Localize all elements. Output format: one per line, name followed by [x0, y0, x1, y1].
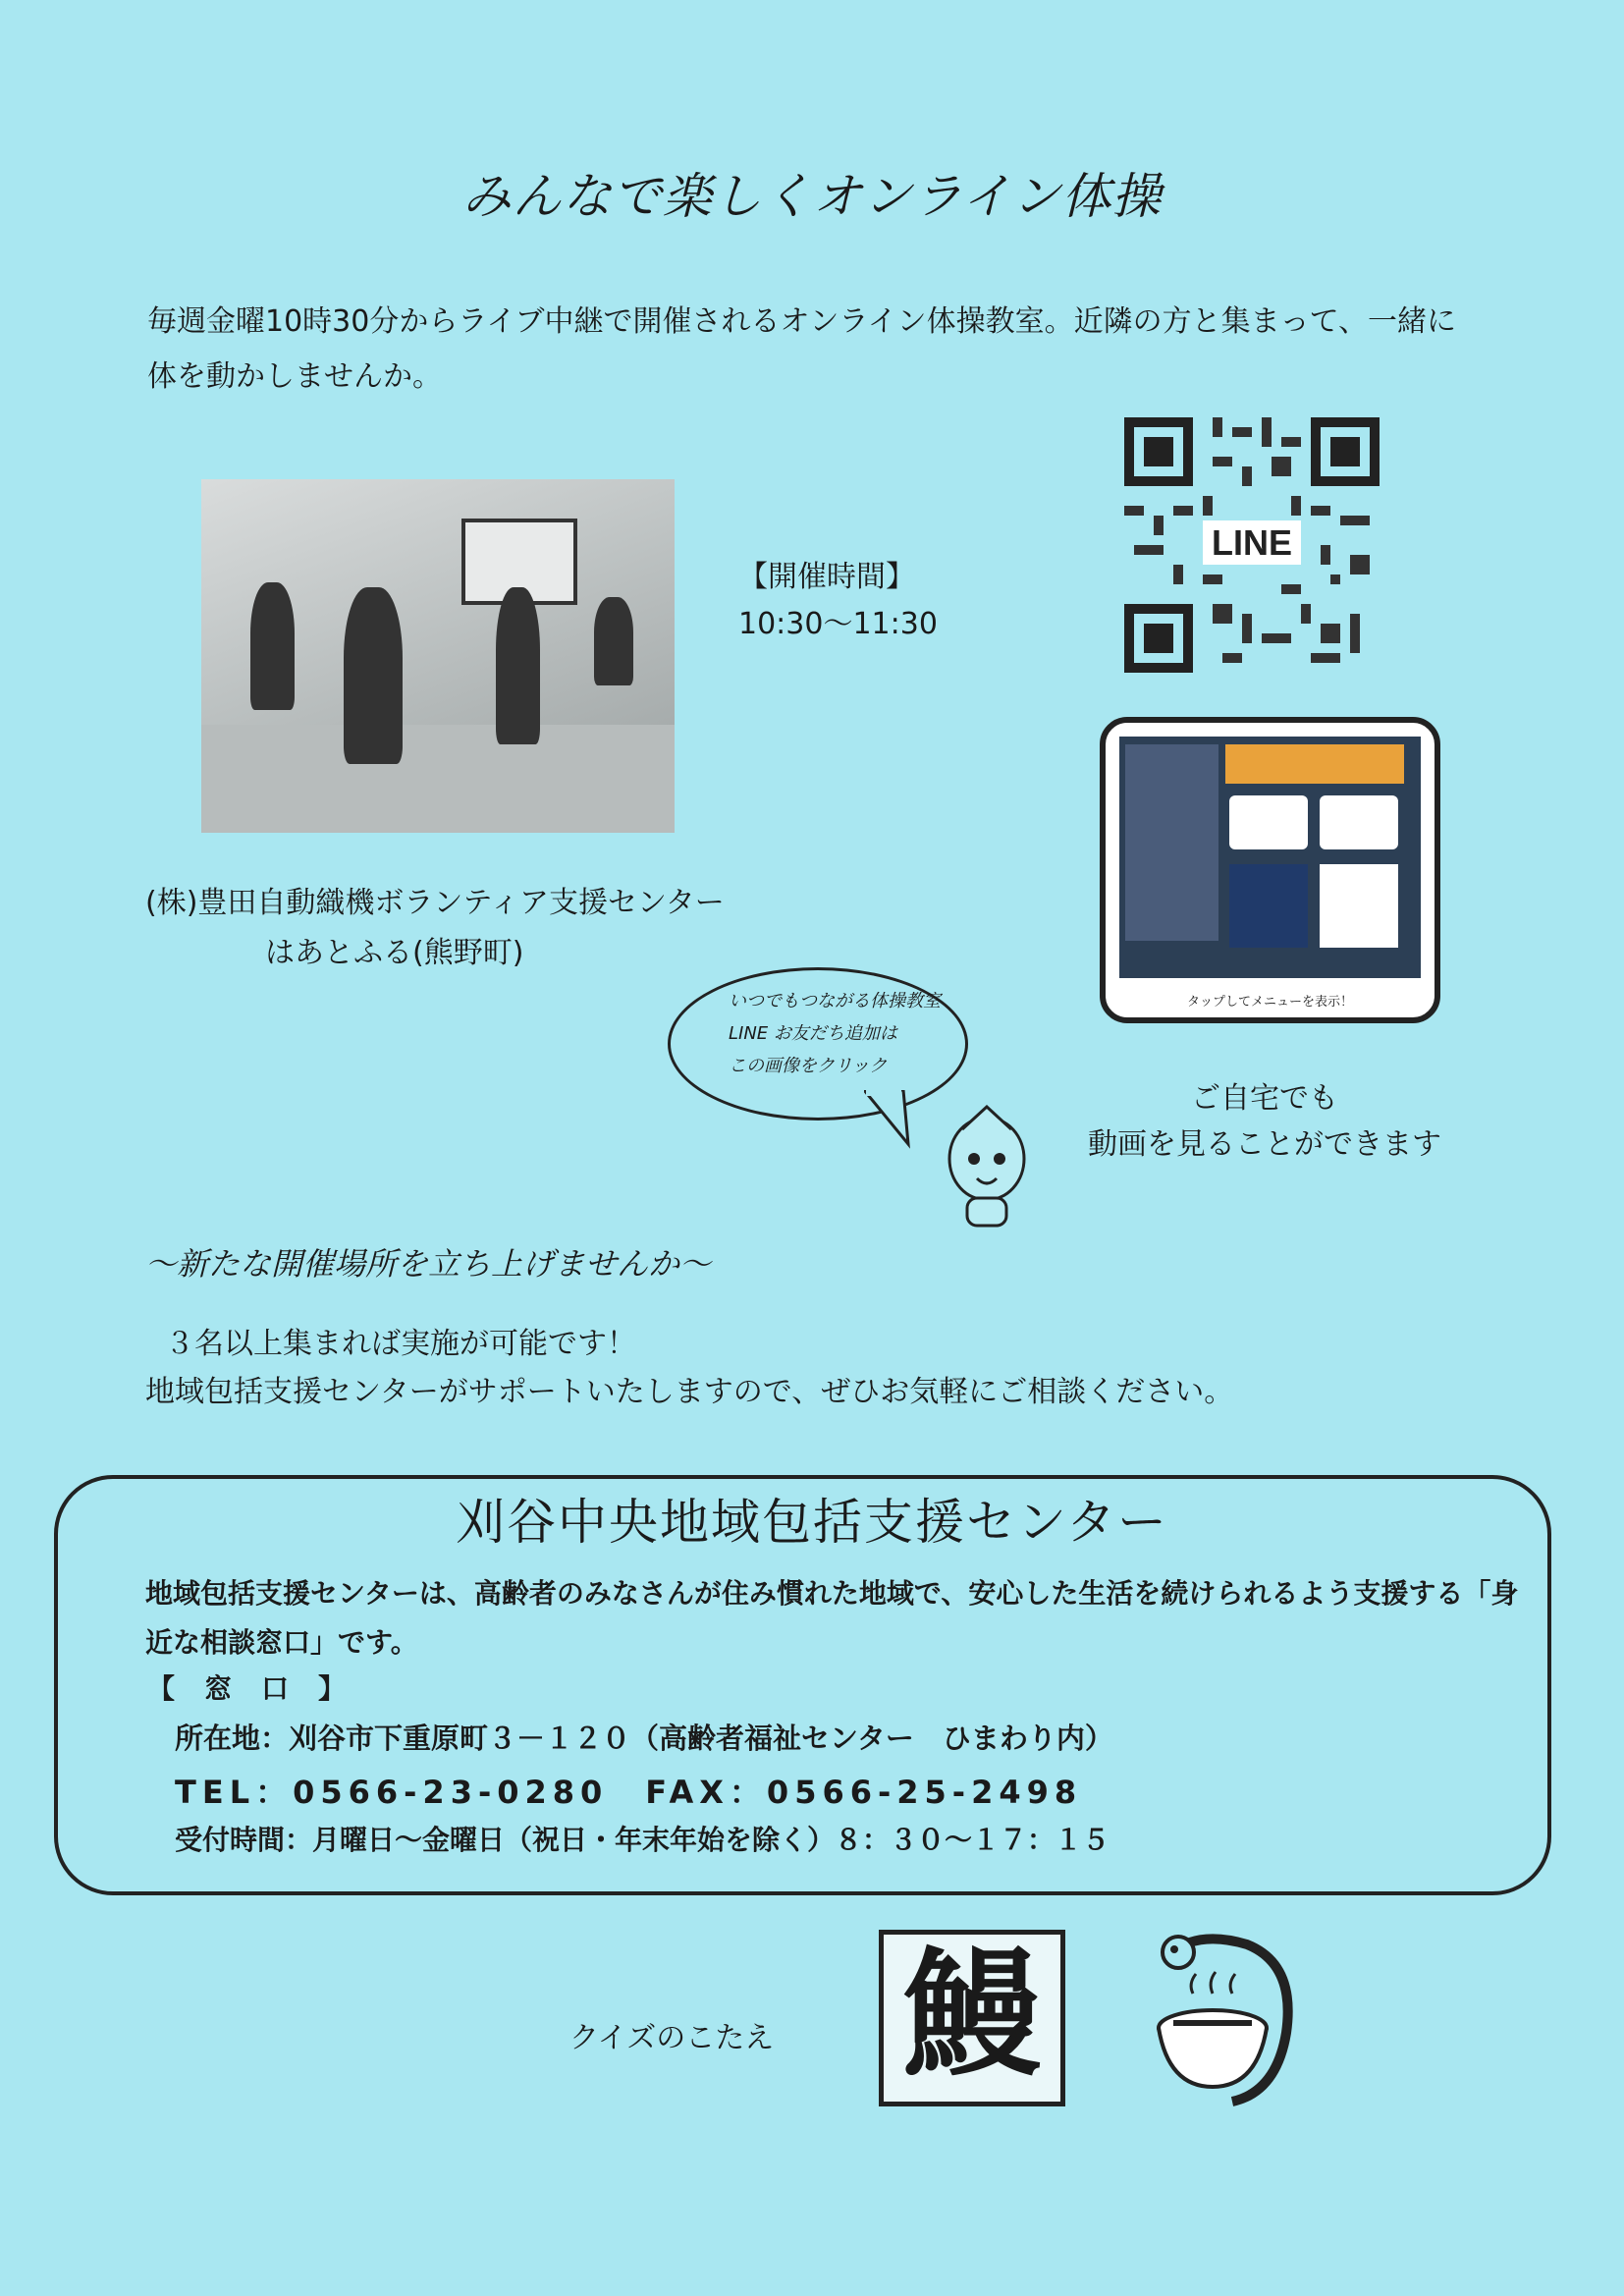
- center-hours: 受付時間：月曜日～金曜日（祝日・年末年始を除く）８：３０～１７：１５: [175, 1824, 1110, 1856]
- smartphone-screen-icon: [1100, 717, 1440, 1023]
- bubble-line-3: この画像をクリック: [729, 1056, 888, 1076]
- center-name: 刈谷中央地域包括支援センター: [456, 1494, 1168, 1551]
- eel-bowl-illustration-icon: [1139, 1925, 1306, 2111]
- quiz-answer: 鰻: [879, 1930, 1065, 2106]
- venue-name: (株)豊田自動織機ボランティア支援センター: [145, 886, 725, 920]
- bubble-line-1: いつでもつながる体操教室: [729, 991, 941, 1011]
- schedule-time: 10:30～11:30: [738, 607, 938, 641]
- speech-bubble-tail-icon: [864, 1090, 943, 1149]
- exercise-photo: [201, 479, 675, 833]
- phone-tap-text: タップしてメニューを表示！: [1186, 995, 1353, 1010]
- new-venue-line-2: 地域包括支援センターがサポートいたしますので、ぜひお気軽にご相談ください。: [145, 1375, 1234, 1409]
- center-tel-fax: TEL：0566-23-0280 FAX：0566-25-2498: [175, 1774, 1083, 1811]
- new-venue-line-1: ３名以上集まれば実施が可能です！: [165, 1327, 636, 1361]
- schedule-label: 【開催時間】: [738, 560, 915, 594]
- venue-nickname: はあとふる(熊野町): [265, 936, 524, 970]
- center-description: 地域包括支援センターは、高齢者のみなさんが住み慣れた地域で、安心した生活を続けられるよう支援する「身近な相談窓口」です。: [145, 1577, 1519, 1659]
- home-line-2: 動画を見ることができます: [1088, 1127, 1441, 1162]
- bubble-line-2: LINE お友だち追加は: [729, 1023, 897, 1044]
- mascot-character-icon: [933, 1105, 1041, 1232]
- new-venue-title: ～新たな開催場所を立ち上げませんか～: [145, 1245, 712, 1283]
- window-label: 【窓口】: [147, 1672, 376, 1705]
- quiz-label: クイズのこたえ: [569, 2021, 775, 2055]
- qr-line-logo: LINE: [1211, 522, 1293, 563]
- home-viewing-text: [1088, 1075, 1441, 1168]
- intro-paragraph: 毎週金曜10時30分からライブ中継で開催されるオンライン体操教室。近隣の方と集まって、一緒に体を動かしませんか。: [147, 304, 1457, 394]
- center-address: 所在地：刈谷市下重原町３－１２０（高齢者福祉センター ひまわり内）: [175, 1722, 1113, 1755]
- line-qr-code-icon[interactable]: [1124, 417, 1380, 673]
- bubble-text: [729, 985, 941, 1082]
- page-title: みんなで楽しくオンライン体操: [461, 168, 1163, 225]
- home-line-1: ご自宅でも: [1191, 1081, 1338, 1116]
